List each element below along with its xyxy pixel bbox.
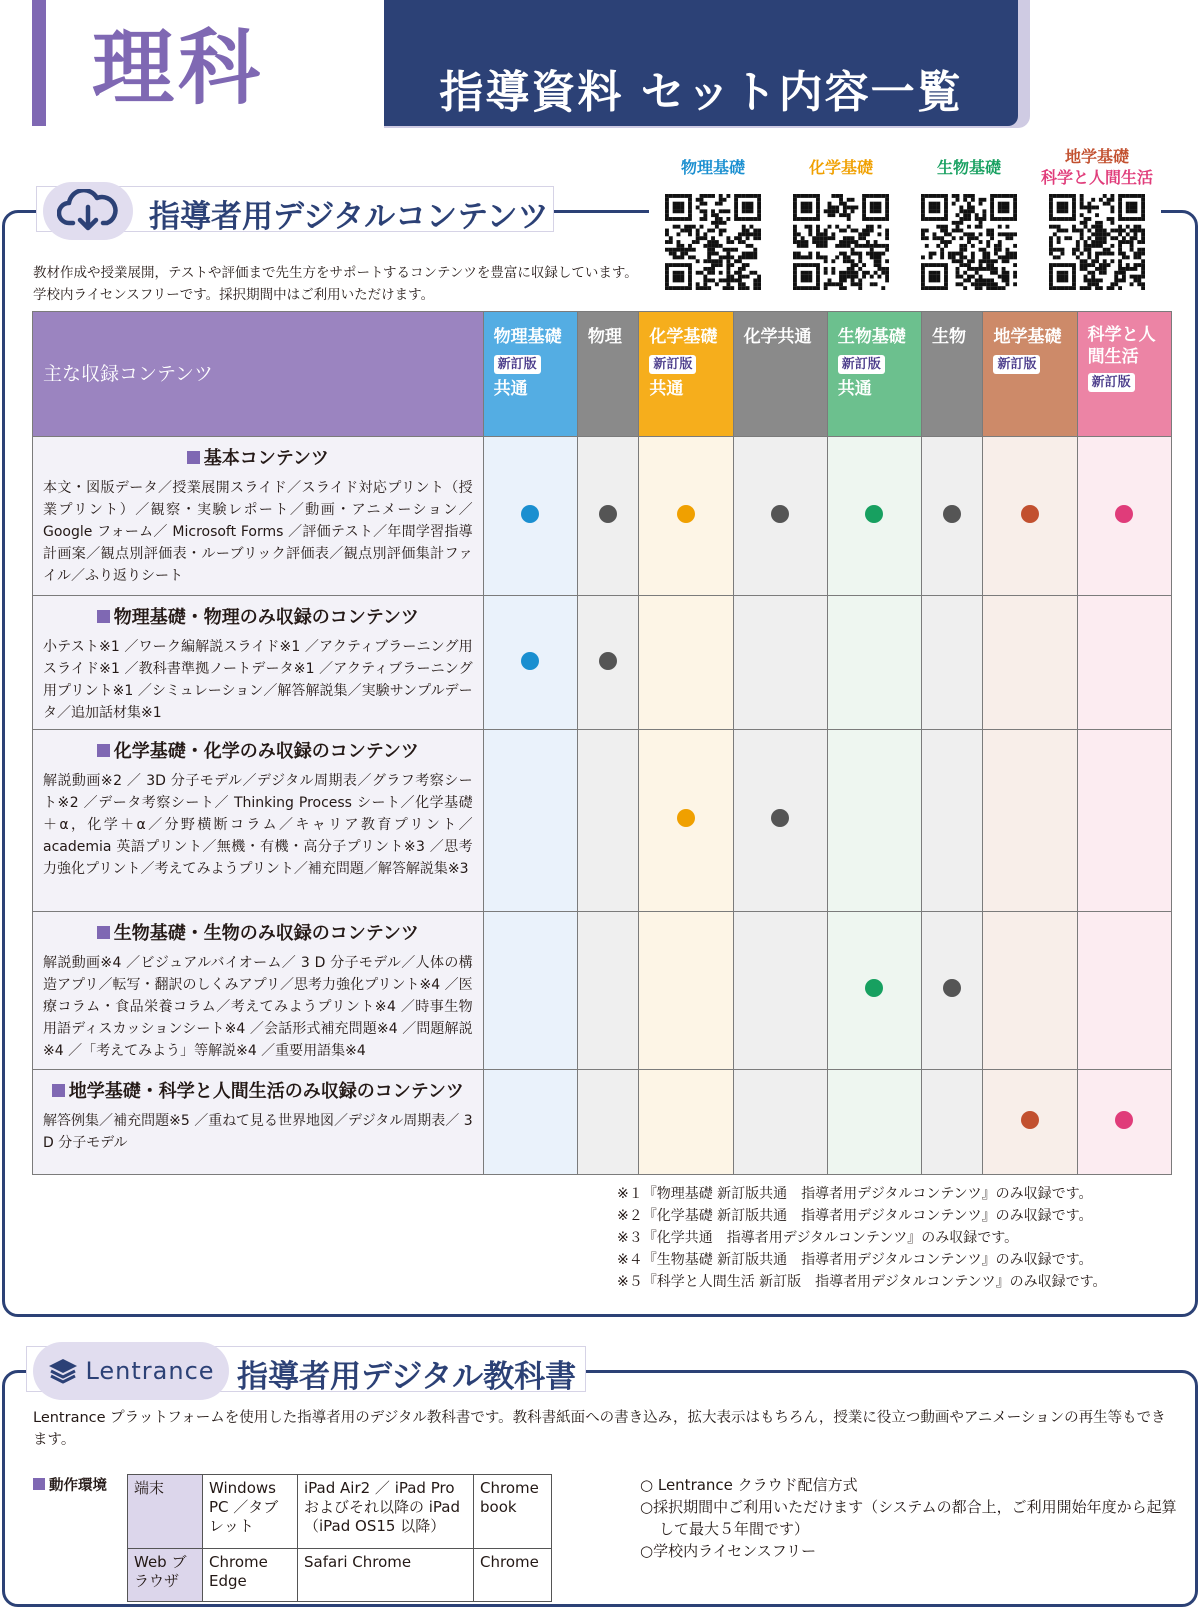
table-row <box>33 911 1172 1069</box>
row-description <box>33 1069 484 1174</box>
column-name: 科学と人間生活 <box>1087 325 1156 367</box>
intro-text <box>33 262 653 306</box>
column-name: 生物基礎 <box>837 327 906 347</box>
included-dot-icon <box>943 505 961 523</box>
banner-title: 指導資料 セット内容一覧 <box>439 67 963 118</box>
digital-textbook-title: 指導者用デジタル教科書 <box>237 1359 577 1395</box>
table-header-row <box>33 312 1172 437</box>
row-description <box>33 596 484 730</box>
bullet-square <box>97 744 110 757</box>
env-row-browser <box>128 1549 552 1602</box>
contents-table <box>32 311 1172 1175</box>
env-cell: iPad Air2 ／ iPad Pro およびそれ以降の iPad（iPad OS15 以降） <box>298 1475 474 1549</box>
row-description <box>33 729 484 911</box>
row-heading-text: 物理基礎・物理のみ収録のコンテンツ <box>113 607 419 629</box>
availability-cell <box>827 729 921 911</box>
availability-cell <box>577 596 638 730</box>
availability-cell <box>639 596 733 730</box>
row-heading <box>43 1080 473 1104</box>
column-subname: 共通 <box>493 379 528 399</box>
qr-code-image[interactable] <box>1049 194 1145 290</box>
included-dot-icon <box>771 809 789 827</box>
availability-cell <box>733 729 827 911</box>
column-header <box>639 312 733 437</box>
availability-cell <box>483 729 577 911</box>
qr-code-image[interactable] <box>921 194 1017 290</box>
availability-cell <box>922 596 983 730</box>
feature-bullet: ○ Lentrance クラウド配信方式 <box>640 1476 858 1494</box>
included-dot-icon <box>599 652 617 670</box>
qr-label <box>1033 146 1161 190</box>
availability-cell <box>983 596 1077 730</box>
column-header <box>983 312 1077 437</box>
env-cell: Windows PC ／タブレット <box>203 1475 298 1549</box>
feature-bullet: ○採択期間中ご利用いただけます（システムの都合上，ご利用開始年度から起算して最大５年間です） <box>640 1498 1177 1538</box>
availability-cell <box>577 911 638 1069</box>
availability-cell <box>983 437 1077 596</box>
intro-line-1: 教材作成や授業展開，テストや評価まで先生方をサポートするコンテンツを豊富に収録しています。 <box>33 265 638 281</box>
availability-cell <box>733 1069 827 1174</box>
row-content-list: 本文・図版データ／授業展開スライド／スライド対応プリント（授業プリント）／観察・実験レポート／動画・アニメーション／ Google フォーム／ Microsoft Forms ／評価テスト／年間学習指導計画案／観点別評価表・ルーブリック評価表／観点別評価集計ファイル／ふり返りシート <box>43 480 473 584</box>
availability-cell <box>827 437 921 596</box>
env-label-text: 動作環境 <box>49 1478 107 1494</box>
table-row <box>33 437 1172 596</box>
revised-edition-badge: 新訂版 <box>649 355 696 374</box>
digital-textbook-heading <box>26 1346 586 1395</box>
column-header <box>733 312 827 437</box>
included-dot-icon <box>677 809 695 827</box>
row-heading <box>43 922 473 946</box>
included-dot-icon <box>771 505 789 523</box>
qr-chemistry[interactable] <box>777 146 905 294</box>
availability-cell <box>483 596 577 730</box>
column-header <box>1077 312 1171 437</box>
included-dot-icon <box>1021 1111 1039 1129</box>
env-table <box>127 1474 552 1602</box>
availability-cell <box>1077 1069 1171 1174</box>
revised-edition-badge: 新訂版 <box>494 355 541 374</box>
column-header <box>483 312 577 437</box>
column-header <box>922 312 983 437</box>
column-header <box>577 312 638 437</box>
qr-label-text: 化学基礎 <box>808 157 873 177</box>
availability-cell <box>639 1069 733 1174</box>
intro-line-2: 学校内ライセンスフリーです。採択期間中はご利用いただけます。 <box>33 287 435 303</box>
availability-cell <box>1077 911 1171 1069</box>
env-cell: Safari Chrome <box>298 1549 474 1602</box>
qr-label-text: 物理基礎 <box>680 157 745 177</box>
availability-cell <box>922 729 983 911</box>
footnote: ※２『化学基礎 新訂版共通 指導者用デジタルコンテンツ』のみ収録です。 <box>617 1208 1093 1224</box>
column-subname: 共通 <box>837 379 872 399</box>
availability-cell <box>983 729 1077 911</box>
revised-edition-badge: 新訂版 <box>838 355 885 374</box>
bullet-square <box>52 1084 65 1097</box>
env-cell: Chrome <box>474 1549 552 1602</box>
footnotes <box>617 1183 1197 1293</box>
row-heading <box>43 447 473 471</box>
column-header <box>827 312 921 437</box>
included-dot-icon <box>677 505 695 523</box>
digital-textbook-description: Lentrance プラットフォームを使用した指導者用のデジタル教科書です。教科書紙面への書き込み，拡大表示はもちろん，授業に役立つ動画やアニメーションの再生等もできます。 <box>33 1410 1166 1448</box>
availability-cell <box>733 437 827 596</box>
availability-cell <box>1077 437 1171 596</box>
row-heading <box>43 606 473 630</box>
footnote: ※１『物理基礎 新訂版共通 指導者用デジタルコンテンツ』のみ収録です。 <box>617 1186 1093 1202</box>
column-name: 化学共通 <box>743 327 812 347</box>
qr-earth-science[interactable] <box>1033 146 1161 294</box>
included-dot-icon <box>1115 505 1133 523</box>
bullet-square <box>33 1478 45 1490</box>
column-name: 地学基礎 <box>993 327 1062 347</box>
column-name: 物理基礎 <box>493 327 562 347</box>
main-contents-header: 主な収録コンテンツ <box>33 312 484 437</box>
table-row <box>33 1069 1172 1174</box>
table-row <box>33 596 1172 730</box>
included-dot-icon <box>521 505 539 523</box>
availability-cell <box>1077 596 1171 730</box>
row-content-list: 解答例集／補充問題※5 ／重ねて見る世界地図／デジタル周期表／ 3 D 分子モデル <box>43 1112 473 1151</box>
included-dot-icon <box>1021 505 1039 523</box>
env-header-device: 端末 <box>128 1475 203 1549</box>
column-name: 生物 <box>932 327 966 347</box>
revised-edition-badge: 新訂版 <box>993 355 1040 374</box>
footnote: ※３『化学共通 指導者用デジタルコンテンツ』のみ収録です。 <box>617 1230 1019 1246</box>
heading-icon-oval <box>43 182 133 240</box>
qr-label-text: 生物基礎 <box>936 157 1001 177</box>
availability-cell <box>733 911 827 1069</box>
env-cell: Chrome book <box>474 1475 552 1549</box>
availability-cell <box>827 1069 921 1174</box>
included-dot-icon <box>1115 1111 1133 1129</box>
table-row <box>33 729 1172 911</box>
availability-cell <box>577 729 638 911</box>
row-content-list: 解説動画※4 ／ビジュアルバイオーム／ 3 D 分子モデル／人体の構造アプリ／転写・翻訳のしくみアプリ／思考力強化プリント※4 ／医療コラム・食品栄養コラム／考えてみようプリント※4 ／時事生物用語ディスカッションシート※4 ／会話形式補充問題※4 ／問題解説※4 ／「考えてみよう」等解説※4 ／重要用語集※4 <box>43 954 473 1059</box>
row-content-list: 小テスト※1 ／ワーク編解説スライド※1 ／アクティブラーニング用スライド※1 ／教科書準拠ノートデータ※1 ／アクティブラーニング用プリント※1 ／シミュレーション／解答解説集／実験サンプルデータ／追加話材集※1 <box>43 639 473 722</box>
availability-cell <box>577 1069 638 1174</box>
row-heading-text: 生物基礎・生物のみ収録のコンテンツ <box>113 922 419 944</box>
digital-contents-heading <box>36 186 554 235</box>
availability-cell <box>827 911 921 1069</box>
env-row-device <box>128 1475 552 1549</box>
feature-bullets <box>640 1474 1180 1562</box>
accent-bar <box>32 0 46 126</box>
footnote: ※４『生物基礎 新訂版共通 指導者用デジタルコンテンツ』のみ収録です。 <box>617 1252 1093 1268</box>
qr-physics[interactable] <box>649 146 777 294</box>
layers-icon <box>47 1357 79 1385</box>
row-heading-text: 化学基礎・化学のみ収録のコンテンツ <box>113 740 419 762</box>
column-name: 物理 <box>587 327 622 347</box>
availability-cell <box>577 437 638 596</box>
qr-biology[interactable] <box>905 146 1033 294</box>
row-description <box>33 437 484 596</box>
included-dot-icon <box>865 505 883 523</box>
availability-cell <box>639 729 733 911</box>
lentrance-logo <box>33 1342 229 1400</box>
qr-code-image[interactable] <box>665 194 761 290</box>
qr-code-area <box>649 146 1161 298</box>
availability-cell <box>922 437 983 596</box>
cloud-download-icon <box>57 189 119 233</box>
subject-title: 理科 <box>92 21 265 116</box>
env-label <box>33 1474 107 1495</box>
digital-contents-title: 指導者用デジタルコンテンツ <box>149 199 549 235</box>
column-name: 化学基礎 <box>649 327 718 347</box>
qr-label-text-2: 科学と人間生活 <box>1040 168 1153 187</box>
env-header-browser: Web ブラウザ <box>128 1549 203 1602</box>
availability-cell <box>983 1069 1077 1174</box>
availability-cell <box>483 437 577 596</box>
row-description <box>33 911 484 1069</box>
footnote: ※５『科学と人間生活 新訂版 指導者用デジタルコンテンツ』のみ収録です。 <box>617 1274 1107 1290</box>
bullet-square <box>97 926 110 939</box>
availability-cell <box>922 911 983 1069</box>
lentrance-logo-text: Lentrance <box>85 1357 215 1385</box>
included-dot-icon <box>521 652 539 670</box>
row-heading <box>43 740 473 764</box>
qr-label <box>649 146 777 190</box>
included-dot-icon <box>943 979 961 997</box>
availability-cell <box>922 1069 983 1174</box>
availability-cell <box>983 911 1077 1069</box>
header-banner <box>384 0 1018 126</box>
included-dot-icon <box>865 979 883 997</box>
bullet-square <box>97 610 110 623</box>
availability-cell <box>827 596 921 730</box>
env-cell: Chrome Edge <box>203 1549 298 1602</box>
row-heading-text: 基本コンテンツ <box>203 448 329 469</box>
included-dot-icon <box>599 505 617 523</box>
qr-label <box>905 146 1033 190</box>
row-heading-text: 地学基礎・科学と人間生活のみ収録のコンテンツ <box>68 1080 464 1102</box>
row-content-list: 解説動画※2 ／ 3D 分子モデル／デジタル周期表／グラフ考察シート※2 ／データ考察シート／ Thinking Process シート／化学基礎＋α，化学＋α／分野横断コラム／キャリア教育プリント／ academia 英語プリント／無機・有機・高分子プリント※3 ／思考力強化プリント／考えてみようプリント／補充問題／解答解説集※3 <box>43 772 473 877</box>
feature-bullet: ○学校内ライセンスフリー <box>640 1542 817 1560</box>
availability-cell <box>639 437 733 596</box>
availability-cell <box>733 596 827 730</box>
availability-cell <box>1077 729 1171 911</box>
qr-label-text: 地学基礎 <box>1064 147 1129 167</box>
revised-edition-badge: 新訂版 <box>1088 373 1135 392</box>
qr-label <box>777 146 905 190</box>
bullet-square <box>187 451 200 464</box>
availability-cell <box>483 911 577 1069</box>
availability-cell <box>483 1069 577 1174</box>
availability-cell <box>639 911 733 1069</box>
column-subname: 共通 <box>649 379 684 399</box>
qr-code-image[interactable] <box>793 194 889 290</box>
